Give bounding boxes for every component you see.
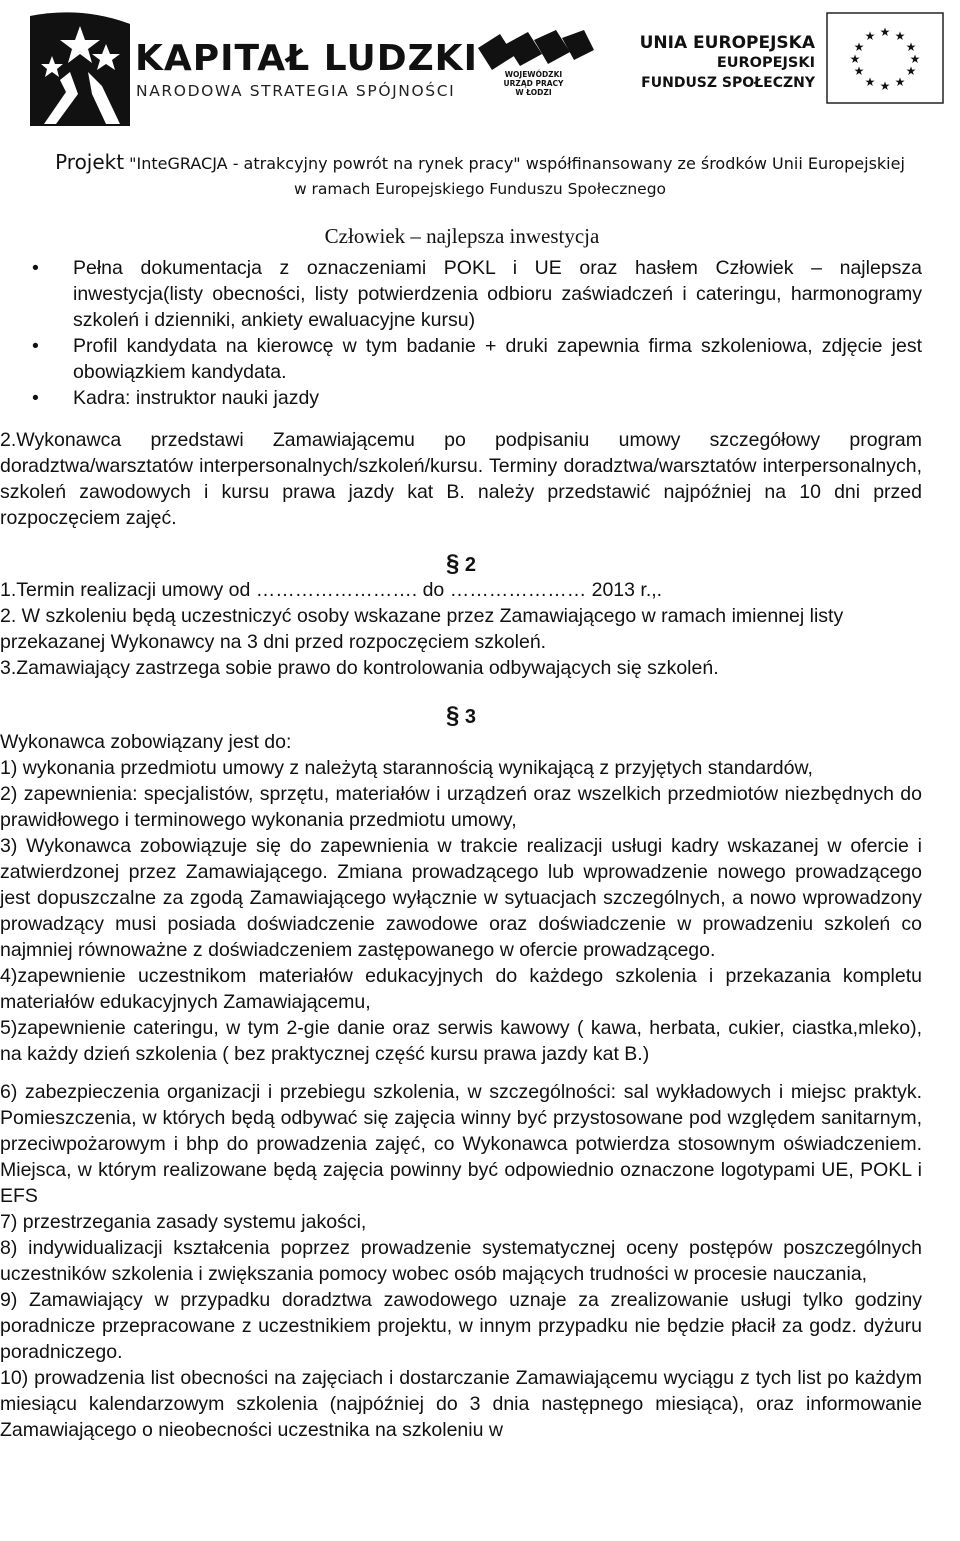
svg-text:★: ★	[879, 25, 891, 39]
bullet-item	[32, 333, 922, 385]
svg-text:★: ★	[894, 29, 906, 43]
eu-line-2: EUROPEJSKI	[716, 55, 815, 71]
bullet-text: Kadra: instruktor nauki jazdy	[73, 387, 320, 409]
s2-item-3: 3.Zamawiający zastrzega sobie prawo do kontrolowania odbywających się szkoleń.	[0, 657, 719, 679]
requirements-bullet-list	[0, 255, 960, 411]
section-symbol: §	[445, 702, 460, 729]
wup-line: WOJEWÓDZKI	[504, 70, 563, 79]
s3-item-7: 7) przestrzegania zasady systemu jakości,	[0, 1211, 367, 1233]
bullet-icon: •	[32, 387, 39, 409]
bullet-icon: •	[32, 257, 39, 279]
svg-text:★: ★	[864, 75, 876, 89]
project-title-rest: "InteGRACJA - atrakcyjny powrót na rynek pracy" współfinansowany ze środków Unii Europejskiej	[124, 154, 905, 173]
wup-lodz-text	[486, 70, 581, 97]
bullet-item	[32, 385, 922, 411]
s3-item-4: 4)zapewnienie uczestnikom materiałów edukacyjnych do każdego szkolenia i przekazania kompletu materiałów edukacyjnych Zamawiającemu,	[0, 965, 922, 1013]
s3-item-6: 6) zabezpieczenia organizacji i przebiegu szkolenia, w szczególności: sal wykładowych i miejsc praktyk. Pomieszczenia, w których będą odbywać się zajęcia winny być przystosowane pod względem sanitarnym, przeciwpożarowym i bhp do prowadzenia zajęć, co Wykonawca potwierdza stosownym oświadczeniem. Miejsca, w którym realizowane będą zajęcia powinny być odpowiednio oznaczone logotypami UE, POKL i EFS	[0, 1081, 922, 1207]
s2-item-1: 1.Termin realizacji umowy od ……………………. do ………………… 2013 r.,.	[0, 579, 663, 601]
document-body	[0, 255, 960, 1443]
eu-line-1: UNIA EUROPEJSKA	[639, 33, 815, 53]
svg-text:★: ★	[853, 64, 865, 78]
document-header	[0, 0, 960, 140]
s2-item-2: 2. W szkoleniu będą uczestniczyć osoby wskazane przez Zamawiającego w ramach imiennej listy przekazanej Wykonawcy na 3 dni przed rozpoczęciem szkoleń.	[0, 605, 844, 653]
s3-item-1: 1) wykonania przedmiotu umowy z należytą starannością wynikającą z przyjętych standardów,	[0, 757, 813, 779]
svg-text:★: ★	[864, 29, 876, 43]
bullet-text: Pełna dokumentacja z oznaczeniami POKL i UE oraz hasłem Człowiek – najlepsza inwestycja(listy obecności, listy potwierdzenia odbioru zaświadczeń i cateringu, harmonogramy szkoleń i dzienniki, ankiety ewaluacyjne kursu)	[73, 257, 922, 331]
svg-text:★: ★	[879, 79, 891, 93]
motto: Człowiek – najlepsza inwestycja	[324, 224, 600, 248]
kapital-ludzki-subtitle: NARODOWA STRATEGIA SPÓJNOŚCI	[136, 82, 456, 100]
wup-line: URZĄD PRACY	[503, 79, 564, 88]
s3-intro: Wykonawca zobowiązany jest do:	[0, 731, 292, 753]
section-3-heading	[0, 703, 922, 729]
svg-text:★: ★	[905, 40, 917, 54]
svg-text:★: ★	[853, 40, 865, 54]
s3-item-3: 3) Wykonawca zobowiązuje się do zapewnienia w trakcie realizacji usługi kadry wskazanej w ofercie i zatwierdzonej przez Zamawiającego. Zmiana prowadzącego lub wprowadzenie nowego prowadzącego jest dopuszczalne za zgodą Zamawiającego wyłącznie w sytuacjach szczególnych, a nowo wprowadzony prowadzący musi posiada doświadczenie zawodowe oraz doświadczenie w prowadzeniu szkoleń co najmniej równoważne z doświadczeniem zastępowanego w ofercie prowadzącego.	[0, 835, 922, 961]
svg-text:★: ★	[849, 52, 861, 66]
kapital-ludzki-logo	[22, 6, 137, 128]
section-2-heading	[0, 551, 922, 577]
project-word: Projekt	[55, 150, 125, 174]
project-title-line-1	[0, 150, 960, 174]
bullet-item	[32, 255, 922, 333]
bullet-icon: •	[32, 335, 39, 357]
s3-item-10: 10) prowadzenia list obecności na zajęciach i dostarczanie Zamawiającemu wyciągu z tych list po każdym miesiącu kalendarzowym szkolenia (najpóźniej do 3 dnia następnego miesiąca), oraz informowanie Zamawiającego o nieobecności uczestnika na szkoleniu w	[0, 1367, 922, 1441]
s3-item-2: 2) zapewnienia: specjalistów, sprzętu, materiałów i urządzeń oraz wszelkich przedmiotów niezbędnych do prawidłowego i terminowego wykonania przedmiotu umowy,	[0, 783, 922, 831]
s3-item-5: 5)zapewnienie cateringu, w tym 2-gie danie oraz serwis kawowy ( kawa, herbata, cukier, ciastka,mleko), na każdy dzień szkolenia ( bez praktycznej część kursu prawa jazdy kat B.)	[0, 1017, 922, 1065]
svg-text:★: ★	[905, 64, 917, 78]
eu-flag-logo	[826, 12, 944, 104]
svg-text:★: ★	[909, 52, 921, 66]
bullet-text: Profil kandydata na kierowcę w tym badanie + druki zapewnia firma szkoleniowa, zdjęcie jest obowiązkiem kandydata.	[73, 335, 922, 383]
wup-line: W ŁODZI	[515, 88, 552, 97]
section-number: 3	[464, 706, 477, 728]
eu-line-3: FUNDUSZ SPOŁECZNY	[641, 75, 815, 91]
paragraph-2: 2.Wykonawca przedstawi Zamawiającemu po podpisaniu umowy szczegółowy program doradztwa/warsztatów interpersonalnych/szkoleń/kursu. Terminy doradztwa/warsztatów interpersonalnych, szkoleń zawodowych i kursu prawa jazdy kat B. należy przedstawić najpóźniej na 10 dni przed rozpoczęciem zajęć.	[0, 429, 922, 529]
section-number: 2	[464, 554, 477, 576]
s3-item-8: 8) indywidualizacji kształcenia poprzez prowadzenie systematycznej oceny postępów poszczególnych uczestników szkolenia i zwiększania pomocy wobec osób mających trudności w procesie nauczania,	[0, 1237, 922, 1285]
s3-item-9: 9) Zamawiający w przypadku doradztwa zawodowego uznaje za zrealizowanie usługi tylko godziny poradnicze przepracowane z uczestnikiem projektu, w innym przypadku nie będzie płacił za godz. dyżuru poradniczego.	[0, 1289, 922, 1363]
eu-fund-text	[630, 33, 815, 93]
svg-text:★: ★	[894, 75, 906, 89]
section-symbol: §	[445, 550, 460, 577]
project-title-line-2: w ramach Europejskiego Funduszu Społecznego	[293, 180, 667, 198]
kapital-ludzki-title: KAPITAŁ LUDZKI	[135, 38, 478, 79]
